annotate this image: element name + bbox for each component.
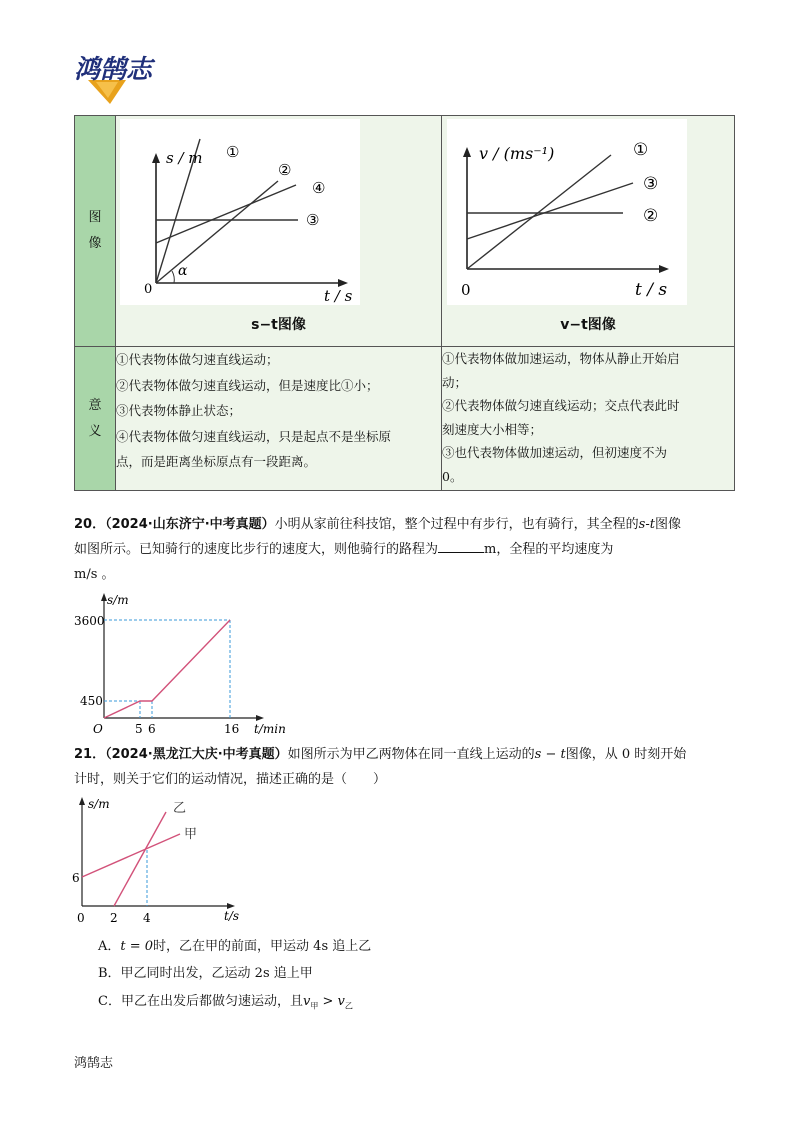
vt-graph-cell: [442, 116, 735, 347]
q21-xtick-2: 2: [110, 911, 118, 925]
vt-caption: v−t图像: [560, 317, 616, 333]
q21-ytick-6: 6: [72, 871, 80, 885]
q21-option-c[interactable]: C．甲乙在出发后都做匀速运动，且$v_甲 > v_乙$: [98, 994, 353, 1011]
q21-number: 21．: [74, 747, 106, 762]
footer-text: 鸿鹄志: [74, 1056, 114, 1071]
vt-x-label: t / s: [635, 280, 668, 300]
st-angle: α: [178, 263, 188, 279]
vt-origin: 0: [461, 281, 471, 299]
q21-line-jia: [82, 834, 180, 877]
q20-xtick-5: 5: [135, 722, 143, 736]
q21-option-b[interactable]: B．甲乙同时出发，乙运动 2s 追上甲: [98, 966, 313, 981]
st-label-3: ③: [306, 211, 320, 229]
row-label-graph: 图像: [75, 116, 116, 347]
q20-xtick-6: 6: [148, 722, 156, 736]
question-20: 20．（2024·山东济宁·中考真题）小明从家前往科技馆，整个过程中有步行，也有骑行，其全程的s-t图像 如图所示。已知骑行的速度比步行的速度大，则他骑行的路程为 m，全程的平均速度为 m/s 。: [74, 517, 681, 582]
q20-xtick-16: 16: [224, 722, 240, 736]
q21-option-a[interactable]: A．t = 0时，乙在甲的前面，甲运动 4s 追上乙: [98, 939, 372, 954]
q20-source: （2024·山东济宁·中考真题）: [105, 517, 275, 532]
q20-blank-1[interactable]: [438, 538, 484, 553]
q20-line: [104, 620, 230, 718]
vt-label-3: ③: [643, 174, 659, 194]
question-21: 21．（2024·黑龙江大庆·中考真题）如图所示为甲乙两物体在同一直线上运动的s − t图像，从 0 时刻开始 计时，则关于它们的运动情况，描述正确的是（ ）: [74, 747, 687, 787]
q21-origin: 0: [77, 911, 85, 925]
vt-y-label: v / (ms⁻¹): [479, 144, 555, 163]
st-meaning: ①代表物体做匀速直线运动； ②代表物体做匀速直线运动，但是速度比①小； ③代表物体静止状态； ④代表物体做匀速直线运动，只是起点不是坐标原 点，而是距离坐标原点有一段距离。: [116, 347, 442, 491]
st-caption: s−t图像: [251, 317, 306, 333]
st-x-label: t / s: [324, 287, 353, 305]
row-label-meaning: 意义: [75, 347, 116, 491]
st-label-1: ①: [226, 143, 240, 161]
q20-origin: O: [93, 722, 103, 736]
q20-ytick-450: 450: [80, 694, 103, 708]
q21-xtick-4: 4: [143, 911, 151, 925]
vt-label-2: ②: [643, 206, 659, 226]
st-label-2: ②: [278, 161, 292, 179]
vt-meaning: ①代表物体做加速运动，物体从静止开始启 动； ②代表物体做匀速直线运动；交点代表此时 刻速度大小相等； ③也代表物体做加速运动，但初速度不为 0。: [442, 347, 735, 491]
st-origin: 0: [144, 282, 153, 297]
q21-label-jia: 甲: [184, 827, 198, 842]
logo-text: 鸿鹄志: [74, 55, 153, 85]
q21-y-label: s/m: [88, 797, 110, 811]
q20-x-label: t/min: [254, 722, 286, 736]
brand-logo: [74, 54, 186, 106]
st-label-4: ④: [312, 179, 326, 197]
q21-x-label: t/s: [224, 909, 240, 923]
q21-source: （2024·黑龙江大庆·中考真题）: [105, 747, 288, 762]
q21-chart: [70, 792, 270, 928]
q20-number: 20．: [74, 517, 106, 532]
q21-label-yi: 乙: [173, 801, 187, 816]
st-y-label: s / m: [166, 149, 203, 167]
q20-y-label: s/m: [107, 593, 129, 607]
vt-label-1: ①: [633, 140, 649, 160]
q20-ytick-3600: 3600: [74, 614, 105, 628]
q20-chart: [74, 590, 294, 740]
st-graph: [116, 117, 441, 345]
graph-table: [74, 115, 735, 491]
st-graph-cell: [116, 116, 442, 347]
vt-graph: [442, 117, 734, 345]
